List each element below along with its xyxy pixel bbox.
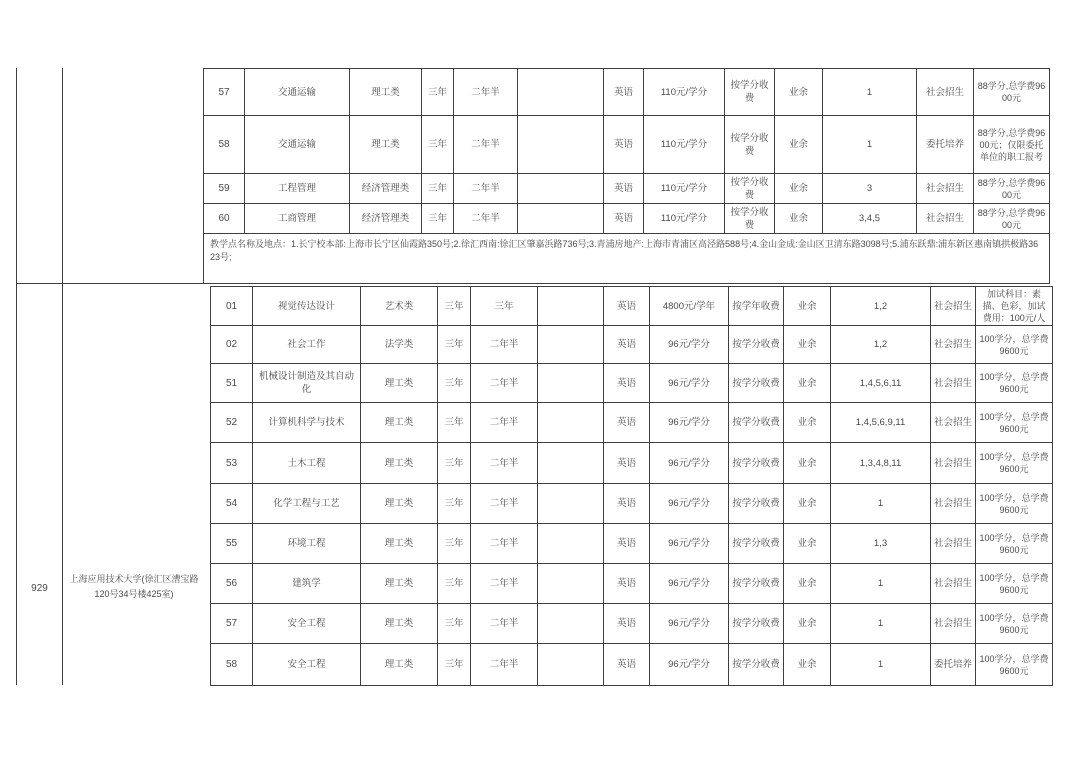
cell-category: 理工类 [361, 484, 438, 524]
cell-major: 建筑学 [253, 564, 361, 604]
cell-study_years: 三年 [471, 287, 538, 326]
cell-study_years: 二年半 [471, 364, 538, 403]
cell-sites: 1 [831, 644, 931, 686]
cell-study_form: 业余 [784, 364, 831, 403]
cell-enroll_target: 社会招生 [931, 403, 976, 443]
cell-fee_method: 按学分收费 [729, 524, 784, 564]
cell-fee: 110元/学分 [644, 174, 725, 204]
cell-enroll_target: 社会招生 [917, 174, 974, 204]
cell-fee_method: 按学分收费 [729, 644, 784, 686]
cell-major: 交通运输 [245, 116, 350, 174]
cell-major: 工商管理 [245, 204, 350, 234]
cell-study_years: 二年半 [471, 564, 538, 604]
cell-category: 理工类 [361, 604, 438, 644]
cell-blank [538, 644, 604, 686]
cell-language: 英语 [604, 116, 644, 174]
cell-note: 100学分，总学费9600元 [976, 524, 1053, 564]
cell-language: 英语 [604, 69, 644, 116]
cell-duration: 三年 [422, 69, 454, 116]
cell-language: 英语 [604, 604, 650, 644]
cell-blank [518, 116, 604, 174]
cell-duration: 三年 [422, 204, 454, 234]
cell-code: 56 [211, 564, 253, 604]
cell-fee_method: 按学分收费 [729, 326, 784, 364]
cell-language: 英语 [604, 524, 650, 564]
cell-study_form: 业余 [784, 403, 831, 443]
cell-major: 土木工程 [253, 443, 361, 484]
school-name: 上海应用技术大学(徐汇区漕宝路120号34号楼425室) [69, 574, 199, 599]
cell-fee: 110元/学分 [644, 116, 725, 174]
cell-code: 52 [211, 403, 253, 443]
cell-enroll_target: 社会招生 [931, 287, 976, 326]
cell-fee_method: 按学分收费 [729, 564, 784, 604]
cell-fee: 96元/学分 [650, 604, 729, 644]
cell-study_years: 二年半 [471, 644, 538, 686]
cell-note: 加试科目：素描、色彩，加试费用：100元/人 [976, 287, 1053, 326]
cell-category: 理工类 [361, 524, 438, 564]
table-row [211, 564, 1053, 604]
cell-code: 58 [204, 116, 245, 174]
cell-enroll_target: 社会招生 [917, 204, 974, 234]
cell-category: 法学类 [361, 326, 438, 364]
cell-study_years: 二年半 [471, 326, 538, 364]
cell-fee_method: 按学分收费 [725, 204, 775, 234]
cell-major: 计算机科学与技术 [253, 403, 361, 443]
cell-code: 57 [211, 604, 253, 644]
cell-fee_method: 按学分收费 [725, 69, 775, 116]
cell-note: 88学分,总学费9600元；仅限委托单位的职工报考 [974, 116, 1050, 174]
cell-study_form: 业余 [784, 564, 831, 604]
cell-blank [538, 403, 604, 443]
cell-note: 100学分，总学费9600元 [976, 443, 1053, 484]
cell-note: 88学分,总学费9600元 [974, 69, 1050, 116]
cell-fee_method: 按学分收费 [729, 604, 784, 644]
cell-fee_method: 按学年收费 [729, 287, 784, 326]
cell-study_years: 二年半 [454, 69, 518, 116]
cell-note: 100学分，总学费9600元 [976, 403, 1053, 443]
table-row [211, 644, 1053, 686]
cell-sites: 1 [823, 69, 917, 116]
cell-enroll_target: 社会招生 [931, 484, 976, 524]
cell-category: 理工类 [350, 69, 422, 116]
cell-sites: 1,4,5,6,9,11 [831, 403, 931, 443]
cell-category: 理工类 [361, 364, 438, 403]
cell-blank [538, 326, 604, 364]
cell-note: 100学分，总学费9600元 [976, 364, 1053, 403]
cell-language: 英语 [604, 287, 650, 326]
cell-duration: 三年 [438, 443, 471, 484]
cell-study_years: 二年半 [471, 443, 538, 484]
cell-blank [538, 524, 604, 564]
cell-category: 理工类 [361, 443, 438, 484]
cell-blank [538, 484, 604, 524]
cell-sites: 1,3,4,8,11 [831, 443, 931, 484]
cell-fee: 96元/学分 [650, 443, 729, 484]
table-row [211, 484, 1053, 524]
cell-fee_method: 按学分收费 [729, 443, 784, 484]
table-row [211, 326, 1053, 364]
cell-study_years: 二年半 [471, 604, 538, 644]
cell-category: 理工类 [361, 564, 438, 604]
cell-category: 理工类 [350, 116, 422, 174]
cell-duration: 三年 [438, 484, 471, 524]
cell-category: 艺术类 [361, 287, 438, 326]
cell-fee: 96元/学分 [650, 524, 729, 564]
cell-language: 英语 [604, 484, 650, 524]
cell-sites: 1,3 [831, 524, 931, 564]
cell-duration: 三年 [438, 364, 471, 403]
cell-fee: 96元/学分 [650, 403, 729, 443]
cell-sites: 3 [823, 174, 917, 204]
cell-major: 机械设计制造及其自动化 [253, 364, 361, 403]
cell-note: 100学分，总学费9600元 [976, 564, 1053, 604]
cell-duration: 三年 [438, 524, 471, 564]
cell-enroll_target: 社会招生 [931, 564, 976, 604]
cell-sites: 1,2 [831, 326, 931, 364]
cell-fee_method: 按学分收费 [729, 403, 784, 443]
cell-study_form: 业余 [784, 644, 831, 686]
cell-duration: 三年 [438, 604, 471, 644]
cell-study_years: 二年半 [454, 116, 518, 174]
cell-note: 100学分，总学费9600元 [976, 326, 1053, 364]
cell-code: 59 [204, 174, 245, 204]
cell-sites: 1 [831, 564, 931, 604]
cell-code: 53 [211, 443, 253, 484]
cell-fee: 96元/学分 [650, 644, 729, 686]
cell-fee_method: 按学分收费 [729, 364, 784, 403]
cell-enroll_target: 社会招生 [931, 364, 976, 403]
cell-study_form: 业余 [784, 604, 831, 644]
table-row [204, 69, 1050, 116]
cell-language: 英语 [604, 204, 644, 234]
majors-table-previous-school [203, 68, 1050, 284]
cell-blank [538, 364, 604, 403]
cell-enroll_target: 委托培养 [917, 116, 974, 174]
cell-duration: 三年 [438, 564, 471, 604]
majors-table-school-929 [210, 286, 1053, 686]
table-row [211, 443, 1053, 484]
cell-blank [538, 443, 604, 484]
cell-sites: 1 [831, 484, 931, 524]
cell-category: 理工类 [361, 403, 438, 443]
cell-language: 英语 [604, 326, 650, 364]
cell-study_form: 业余 [784, 443, 831, 484]
cell-sites: 1,4,5,6,11 [831, 364, 931, 403]
cell-major: 社会工作 [253, 326, 361, 364]
cell-fee: 96元/学分 [650, 364, 729, 403]
cell-fee: 110元/学分 [644, 204, 725, 234]
cell-study_years: 二年半 [471, 403, 538, 443]
cell-language: 英语 [604, 564, 650, 604]
table-row [204, 116, 1050, 174]
cell-study_form: 业余 [775, 116, 823, 174]
cell-language: 英语 [604, 443, 650, 484]
cell-fee: 96元/学分 [650, 484, 729, 524]
cell-study_form: 业余 [784, 524, 831, 564]
cell-category: 经济管理类 [350, 204, 422, 234]
cell-study_form: 业余 [784, 326, 831, 364]
teaching-sites-footnote: 教学点名称及地点：1.长宁校本部:上海市长宁区仙霞路350号;2.徐汇西南:徐汇区肇嘉浜路736号;3.青浦房地产:上海市青浦区高泾路588号;4.金山金成:金山区卫清东路3098号;5.浦东跃鼎:浦东新区惠南镇拱极路3623号; [204, 234, 1050, 284]
cell-sites: 1,2 [831, 287, 931, 326]
cell-language: 英语 [604, 403, 650, 443]
cell-study_form: 业余 [775, 69, 823, 116]
cell-fee: 96元/学分 [650, 326, 729, 364]
cell-fee: 110元/学分 [644, 69, 725, 116]
table-row [211, 364, 1053, 403]
cell-study_form: 业余 [784, 484, 831, 524]
table-row [211, 604, 1053, 644]
cell-major: 工程管理 [245, 174, 350, 204]
cell-study_years: 二年半 [471, 524, 538, 564]
cell-major: 安全工程 [253, 644, 361, 686]
cell-study_form: 业余 [775, 204, 823, 234]
cell-code: 51 [211, 364, 253, 403]
footnote-row [204, 234, 1050, 284]
cell-language: 英语 [604, 364, 650, 403]
cell-duration: 三年 [422, 174, 454, 204]
section-divider-line [16, 283, 204, 284]
cell-major: 化学工程与工艺 [253, 484, 361, 524]
cell-sites: 3,4,5 [823, 204, 917, 234]
cell-major: 安全工程 [253, 604, 361, 644]
cell-blank [538, 604, 604, 644]
cell-study_form: 业余 [784, 287, 831, 326]
table-row [204, 204, 1050, 234]
cell-note: 100学分，总学费9600元 [976, 644, 1053, 686]
school-code: 929 [31, 583, 48, 594]
cell-code: 57 [204, 69, 245, 116]
cell-major: 视觉传达设计 [253, 287, 361, 326]
cell-major: 环境工程 [253, 524, 361, 564]
cell-duration: 三年 [438, 326, 471, 364]
cell-study_form: 业余 [775, 174, 823, 204]
cell-enroll_target: 社会招生 [931, 326, 976, 364]
cell-blank [518, 174, 604, 204]
cell-study_years: 二年半 [454, 204, 518, 234]
cell-blank [518, 69, 604, 116]
table-row [204, 174, 1050, 204]
cell-duration: 三年 [438, 403, 471, 443]
cell-category: 经济管理类 [350, 174, 422, 204]
table-row [211, 524, 1053, 564]
cell-duration: 三年 [422, 116, 454, 174]
cell-code: 58 [211, 644, 253, 686]
cell-study_years: 二年半 [454, 174, 518, 204]
cell-note: 100学分，总学费9600元 [976, 604, 1053, 644]
cell-sites: 1 [823, 116, 917, 174]
cell-category: 理工类 [361, 644, 438, 686]
cell-fee: 4800元/学年 [650, 287, 729, 326]
table-row [211, 403, 1053, 443]
cell-duration: 三年 [438, 287, 471, 326]
cell-major: 交通运输 [245, 69, 350, 116]
cell-blank [518, 204, 604, 234]
cell-fee: 96元/学分 [650, 564, 729, 604]
cell-blank [538, 287, 604, 326]
cell-note: 88学分,总学费9600元 [974, 204, 1050, 234]
table-row [211, 287, 1053, 326]
cell-note: 88学分,总学费9600元 [974, 174, 1050, 204]
cell-language: 英语 [604, 644, 650, 686]
cell-fee_method: 按学分收费 [725, 116, 775, 174]
cell-enroll_target: 委托培养 [931, 644, 976, 686]
cell-enroll_target: 社会招生 [931, 604, 976, 644]
cell-note: 100学分，总学费9600元 [976, 484, 1053, 524]
cell-code: 02 [211, 326, 253, 364]
cell-duration: 三年 [438, 644, 471, 686]
cell-enroll_target: 社会招生 [931, 443, 976, 484]
cell-fee_method: 按学分收费 [725, 174, 775, 204]
cell-study_years: 二年半 [471, 484, 538, 524]
cell-blank [538, 564, 604, 604]
cell-enroll_target: 社会招生 [931, 524, 976, 564]
cell-fee_method: 按学分收费 [729, 484, 784, 524]
cell-code: 55 [211, 524, 253, 564]
cell-sites: 1 [831, 604, 931, 644]
cell-code: 60 [204, 204, 245, 234]
cell-language: 英语 [604, 174, 644, 204]
cell-code: 54 [211, 484, 253, 524]
cell-enroll_target: 社会招生 [917, 69, 974, 116]
cell-code: 01 [211, 287, 253, 326]
